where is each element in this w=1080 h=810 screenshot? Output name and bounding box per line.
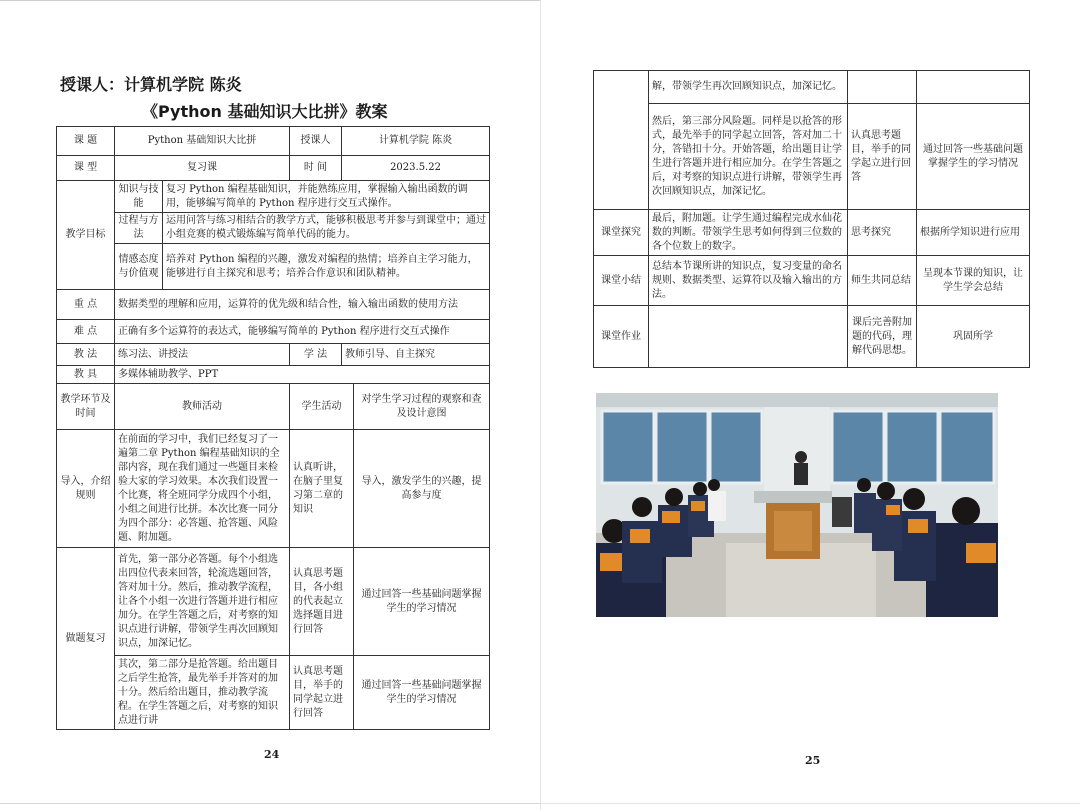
risk-design: 通过回答一些基础问题掌握学生的学习情况 (917, 104, 1030, 210)
homework-design: 巩固所学 (917, 306, 1030, 368)
row-quick-design: 通过回答一些基础问题掌握学生的学习情况 (354, 656, 490, 730)
explore-stage: 课堂探究 (594, 210, 649, 256)
row-quick-teacher: 其次，第二部分是抢答题。给出题目之后学生抢答，最先举手并答对的加十分。然后给出题目，推动教学流程。在学生答题之后，对考察的知识点进行讲 (115, 656, 290, 730)
summary-teacher: 总结本节课所讲的知识点，复习变量的命名规则、数据类型、运算符以及输入输出的方法。 (649, 256, 848, 306)
process-text: 运用问答与练习相结合的教学方式，能够积极思考并参与到课堂中；通过小组竞赛的模式锻炼编写简单代码的能力。 (163, 213, 490, 244)
header-teacher: 教师活动 (115, 384, 290, 430)
teach-method-text: 练习法、讲授法 (115, 344, 290, 366)
header-design: 对学生学习过程的观察和查及设计意图 (354, 384, 490, 430)
page-top-edge (0, 0, 540, 1)
header-stage: 教学环节及时间 (57, 384, 115, 430)
summary-student: 师生共同总结 (848, 256, 917, 306)
time-value: 2023.5.22 (342, 156, 490, 181)
explore-teacher: 最后，附加题。让学生通过编程完成水仙花数的判断。带领学生思考如何得到三位数的各个位数上的数字。 (649, 210, 848, 256)
row-practice-teacher: 首先，第一部分必答题。每个小组选出四位代表来回答，轮流选题回答，答对加十分。然后，推动教学流程，让各个小组一次进行答题并进行相应加分。在学生答题之后，对考察的知识点进行讲解，带领学生再次回顾知识点，加深记忆。 (115, 548, 290, 656)
difficulty-label: 难 点 (57, 320, 115, 344)
time-label: 时 间 (290, 156, 342, 181)
tools-text: 多媒体辅助教学、PPT (115, 366, 490, 384)
row-intro-teacher: 在前面的学习中，我们已经复习了一遍第二章 Python 编程基础知识的全部内容，现在我们通过一些题目来检验大家的学习效果。本次我们设置一个比赛，将全班同学分成四个小组，小组之间进行比拼。本次比赛一同分为四个部分：必答题、抢答题、风险题、附加题。 (115, 430, 290, 548)
summary-design: 呈现本节课的知识，让学生学会总结 (917, 256, 1030, 306)
knowledge-label: 知识与技能 (115, 181, 163, 213)
row-intro-student: 认真听讲，在脑子里复习第二章的知识 (290, 430, 354, 548)
objectives-label: 教学目标 (57, 181, 115, 290)
knowledge-text: 复习 Python 编程基础知识，并能熟练应用，掌握输入输出函数的调用，能够编写简单的 Python 程序进行交互式操作。 (163, 181, 490, 213)
lesson-plan-table (56, 126, 490, 730)
row-practice-stage: 做题复习 (57, 548, 115, 730)
classroom-photo (596, 393, 998, 617)
teacher-value: 计算机学院 陈炎 (342, 127, 490, 156)
difficulty-text: 正确有多个运算符的表达式，能够编写简单的 Python 程序进行交互式操作 (115, 320, 490, 344)
cont-student-1 (848, 71, 917, 104)
row-quick-student: 认真思考题目，举手的同学起立进行回答 (290, 656, 354, 730)
key-points-label: 重 点 (57, 290, 115, 320)
risk-student: 认真思考题目，举手的同学起立进行回答 (848, 104, 917, 210)
risk-teacher: 然后，第三部分风险题。同样是以抢答的形式，最先举手的同学起立回答，答对加二十分，答错扣十分。开始答题，给出题目让学生进行答题并进行相应加分。在学生答题之后，对考察的知识点进行讲解，带领学生再次回顾知识点，加深记忆。 (649, 104, 848, 210)
page-number-left: 24 (264, 748, 280, 761)
key-points-text: 数据类型的理解和应用，运算符的优先级和结合性，输入输出函数的使用方法 (115, 290, 490, 320)
learn-method-text: 教师引导、自主探究 (342, 344, 490, 366)
topic-label: 课 题 (57, 127, 115, 156)
page-bottom-edge-left (0, 803, 540, 804)
page-bottom-edge-right (540, 803, 1080, 804)
teach-method-label: 教 法 (57, 344, 115, 366)
type-label: 课 型 (57, 156, 115, 181)
cont-design-1 (917, 71, 1030, 104)
cont-stage-empty (594, 71, 649, 210)
explore-design: 根据所学知识进行应用 (917, 210, 1030, 256)
page-number-right: 25 (805, 754, 821, 767)
homework-stage: 课堂作业 (594, 306, 649, 368)
row-practice-student: 认真思考题目，各小组的代表起立选择题目进行回答 (290, 548, 354, 656)
homework-student: 课后完善附加题的代码，理解代码思想。 (848, 306, 917, 368)
process-label: 过程与方法 (115, 213, 163, 244)
page-divider (540, 0, 541, 810)
summary-stage: 课堂小结 (594, 256, 649, 306)
classroom-illustration (596, 393, 998, 617)
topic-value: Python 基础知识大比拼 (115, 127, 290, 156)
tools-label: 教 具 (57, 366, 115, 384)
teacher-label: 授课人 (290, 127, 342, 156)
emotion-text: 培养对 Python 编程的兴趣，激发对编程的热情；培养自主学习能力，能够进行自主探究和思考；培养合作意识和团队精神。 (163, 244, 490, 290)
instructor-line: 授课人：计算机学院 陈炎 (60, 75, 242, 94)
row-intro-design: 导入，激发学生的兴趣，提高参与度 (354, 430, 490, 548)
header-student: 学生活动 (290, 384, 354, 430)
row-intro-stage: 导入，介绍规则 (57, 430, 115, 548)
lesson-plan-title: 《Python 基础知识大比拼》教案 (142, 102, 388, 121)
learn-method-label: 学 法 (290, 344, 342, 366)
explore-student: 思考探究 (848, 210, 917, 256)
lesson-plan-table-continued (593, 70, 1030, 368)
type-value: 复习课 (115, 156, 290, 181)
homework-teacher (649, 306, 848, 368)
emotion-label: 情感态度与价值观 (115, 244, 163, 290)
row-practice-design: 通过回答一些基础问题掌握学生的学习情况 (354, 548, 490, 656)
cont-teacher-1: 解，带领学生再次回顾知识点，加深记忆。 (649, 71, 848, 104)
